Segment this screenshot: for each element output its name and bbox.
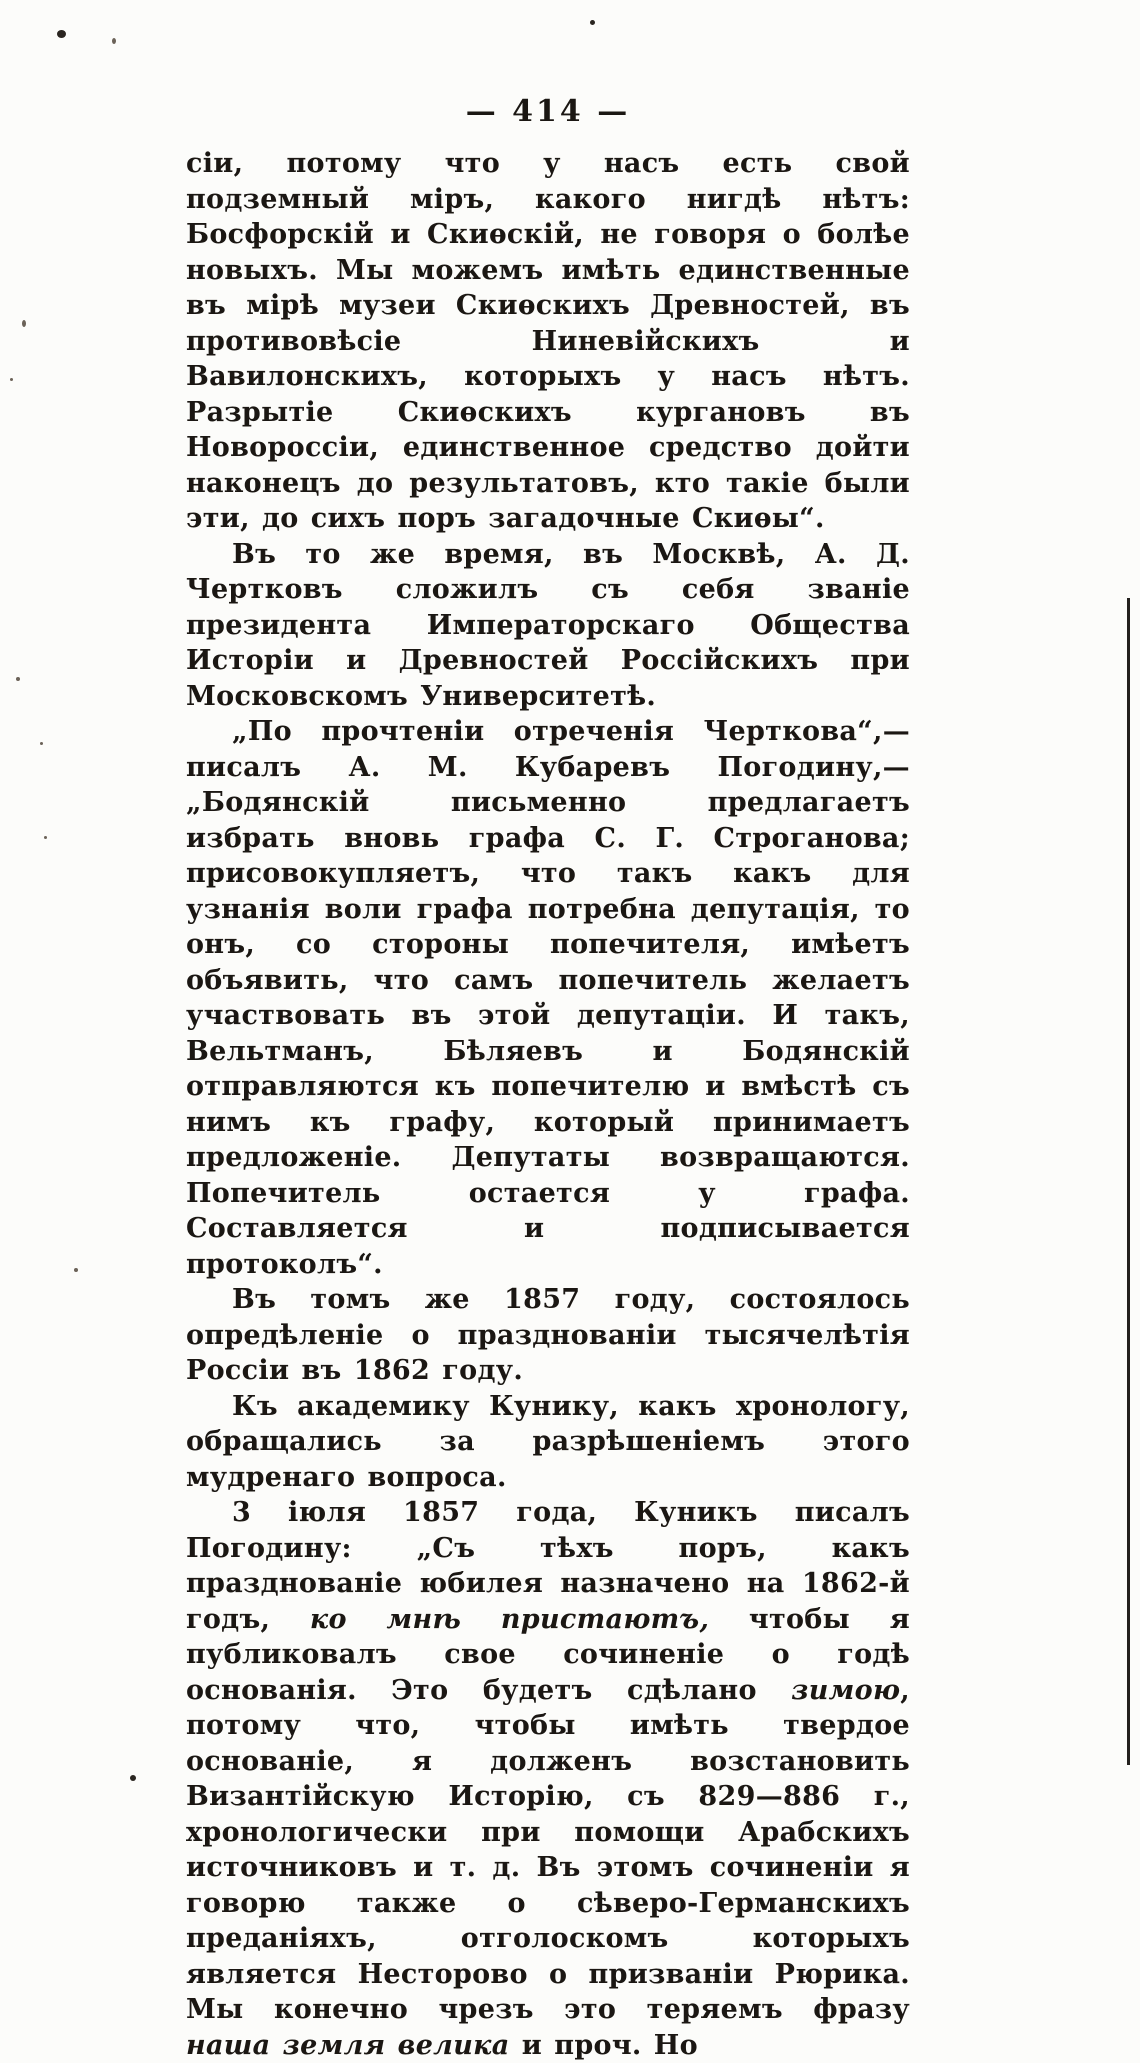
ink-speck <box>16 677 20 681</box>
page-number: — 414 — <box>465 94 631 129</box>
ink-speck <box>57 30 66 38</box>
ink-speck <box>22 320 26 327</box>
ink-speck <box>130 1775 136 1781</box>
text-run: Къ академику Кунику, какъ хронологу, обращались за разрѣшеніемъ этого мудренаго вопроса. <box>186 1390 910 1493</box>
text-run: сіи, потому что у насъ есть свой подземный міръ, какого нигдѣ нѣтъ: Босфорскій и Скиѳскій, не говоря о болѣе новыхъ. Мы можемъ имѣть единственные въ мірѣ музеи Скиѳскихъ Древностей, въ противовѣсіе Ниневійскихъ и Вавилонскихъ, которыхъ у насъ нѣтъ. Разрытіе Скиѳскихъ кургановъ въ Новороссіи, единственное средство дойти наконецъ до результатовъ, кто такіе были эти, до сихъ поръ загадочные Скиѳы“. <box>186 148 910 534</box>
ink-speck <box>112 38 116 44</box>
ink-speck <box>10 378 13 381</box>
text-run: чтобы я публиковалъ свое сочиненіе о годѣ основанія. Это будетъ сдѣлано <box>186 1603 910 1706</box>
text-block <box>186 146 910 2063</box>
text-run: „По прочтеніи отреченія Черткова“,—писалъ А. М. Кубаревъ Погодину,— „Бодянскій письменно предлагаетъ избрать вновь графа С. Г. Строганова; присовокупляетъ, что такъ какъ для узнанія воли графа потребна депутація, то онъ, со стороны попечителя, имѣетъ объявить, что самъ попечитель желаетъ участвовать въ этой депутаціи. И такъ, Вельтманъ, Бѣляевъ и Бодянскій отправляются къ попечителю и вмѣстѣ съ нимъ къ графу, который принимаетъ предложеніе. Депутаты возвращаются. Попечитель остается у графа. Составляется и подписывается протоколъ“. <box>186 716 910 1280</box>
paragraph-6 <box>186 1495 910 2063</box>
ink-speck <box>44 836 47 839</box>
paragraph-5 <box>186 1389 910 1496</box>
paragraph-1 <box>186 146 910 537</box>
italic-run: ко мнѣ пристаютъ, <box>309 1603 710 1635</box>
ink-speck <box>590 20 595 25</box>
italic-run: наша земля велика <box>186 2029 510 2061</box>
text-run: , потому что, чтобы имѣть твердое основаніе, я долженъ возстановить Византійскую Исторію, съ 829—886 г., хронологически при помощи Арабскихъ источниковъ и т. д. Въ этомъ сочиненіи я говорю также о сѣверо-Германскихъ преданіяхъ, отголоскомъ которыхъ является Несторово о призваніи Рюрика. Мы конечно чрезъ это теряемъ фразу <box>186 1674 910 2025</box>
ink-speck <box>40 742 43 745</box>
text-run: Въ томъ же 1857 году, состоялось опредѣленіе о празднованіи тысячелѣтія Россіи въ 1862 году. <box>186 1284 910 1386</box>
text-run: Въ то же время, въ Москвѣ, А. Д. Чертковъ сложилъ съ себя званіе президента Императорскаго Общества Исторіи и Древностей Россійскихъ при Московскомъ Университетѣ. <box>186 538 910 712</box>
paragraph-4 <box>186 1282 910 1389</box>
italic-run: зимою <box>791 1674 901 1706</box>
paragraph-3 <box>186 714 910 1282</box>
ink-speck <box>74 1268 78 1272</box>
text-run: 3 іюля 1857 года, Куникъ писалъ Погодину: „Съ тѣхъ поръ, какъ празднованіе юбилея назначено на 1862-й годъ, <box>186 1497 910 1635</box>
binding-edge-line <box>1127 598 1130 1765</box>
paragraph-2 <box>186 537 910 715</box>
text-run: и проч. Но <box>509 2029 698 2061</box>
